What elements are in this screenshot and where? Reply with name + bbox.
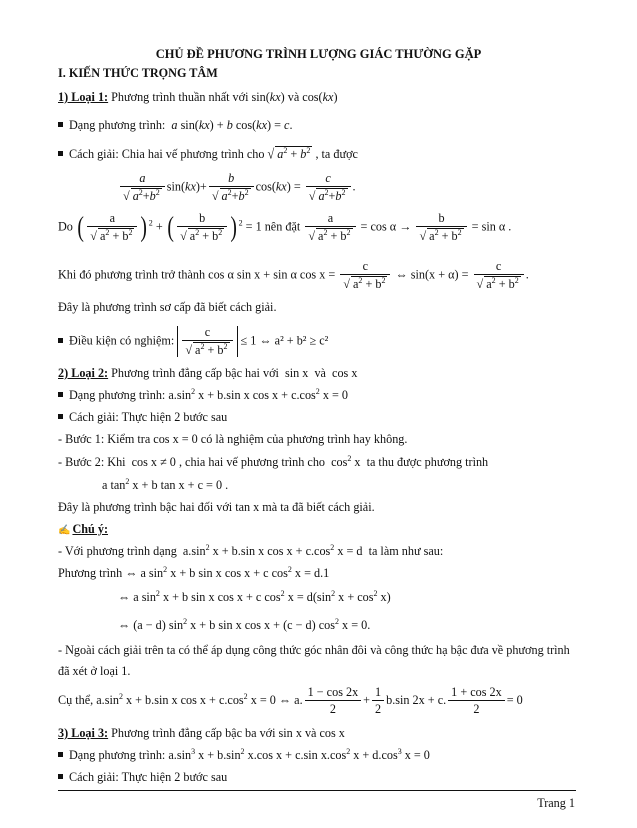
bullet-icon xyxy=(58,122,63,127)
type3-form: Dạng phương trình: $a.\sin^3$ $x + b.\sin^2$ x.cos x + c.sin $x.\cos^2$ $x + d.\cos^3$ x = 0 xyxy=(58,748,430,763)
type1-reduced: Khi đó phương trình trở thành cos α sin x + sin α cos x = $\frac{c}{√ a^2 + b^2}$ ⇔ sin(x + α) = $\frac{c}{√ a^2 + b^2}$ . xyxy=(58,259,529,292)
footer-divider xyxy=(58,790,576,791)
bullet-icon xyxy=(58,752,63,757)
type3-method: Cách giải: Thực hiện 2 bước sau xyxy=(58,770,227,785)
type2-method: Cách giải: Thực hiện 2 bước sau xyxy=(58,410,227,425)
note-heading: ✍ Chú ý: xyxy=(58,522,109,536)
type2-step2: - Bước 2: Khi cos x ≠ 0 , chia hai vế phương trình cho $\cos^2 x$ ta thu được phương trình xyxy=(58,454,489,469)
type2-quadratic: Đây là phương trình bậc hai đối với tan x mà ta đã biết cách giải. xyxy=(58,500,375,514)
page-title: CHỦ ĐỀ PHƯƠNG TRÌNH LƯỢNG GIÁC THƯỜNG GẶP xyxy=(155,47,482,61)
type1-method: Cách giải: Chia hai vế phương trình cho √ $a^2 + b^2$ , ta được xyxy=(58,146,358,162)
type1-heading: 1) Loại 1: Phương trình thuần nhất với sin(kx) và cos(kx) xyxy=(58,90,338,104)
note-line7: Cụ thể, $a.\sin^2$ x + b.sin x $\cos x + c.\cos^2$ x = 0 ⇔ a. $\frac{1 - \cos 2x}{2}$ + $\frac{1}{2}$ b.sin 2x + c. $\frac{1 + \cos 2x}{2}$ = 0 xyxy=(58,685,523,717)
section-heading: I. KIẾN THỨC TRỌNG TÂM xyxy=(58,66,218,80)
type2-label: 2) Loại 2: xyxy=(58,366,109,380)
bullet-icon xyxy=(58,774,63,779)
type2-step1: - Bước 1: Kiểm tra cos x = 0 có là nghiệm của phương trình hay không. xyxy=(58,432,408,446)
type1-substitution: Do ( $\frac{a}{√ a^2 + b^2}$ )$^2$ + ( $\frac{b}{√ a^2 + b^2}$ )$^2$ = 1 nên đặt $\frac{a}{√ a^2 + b^2}$ = cos α → $\frac{b}{√ a^2 + b^2}$ = sin α . xyxy=(58,211,512,244)
note-line2: Phương trình ⇔ a $\sin^2 x + b$ sin x cos x + c $\cos^2 x = d.1$ xyxy=(58,565,330,580)
bullet-icon xyxy=(58,392,63,397)
note-line6: đã xét ở loại 1. xyxy=(58,664,131,678)
bullet-icon xyxy=(58,338,63,343)
type3-label: 3) Loại 3: xyxy=(58,726,109,740)
note-line1: - Với phương trình dạng $a.\sin^2$ x + b.sin x $\cos x + c.\cos^2$ x = d ta làm như sau: xyxy=(58,543,444,558)
page-number: Trang 1 xyxy=(537,796,575,810)
type3-heading: 3) Loại 3: Phương trình đẳng cấp bậc ba với sin x và cos x xyxy=(58,726,345,740)
bullet-icon xyxy=(58,151,63,156)
note-line4: ⇔ (a − d) $\sin^2 x + b$ sin x cos x + (c − d) $\cos^2 x = 0$. xyxy=(118,617,371,632)
type1-label: 1) Loại 1: xyxy=(58,90,109,104)
type1-form: Dạng phương trình: a sin(kx) + b cos(kx) = c. xyxy=(58,118,292,133)
type1-equation: $\frac{a}{√ a^2+b^2}$ sin(kx)+ $\frac{b}{√ a^2+b^2}$ cos(kx) = $\frac{c}{√ a^2+b^2}$ . xyxy=(118,172,356,203)
type2-step2-equation: a $\tan^2 x + b$ tan x + c = 0 . xyxy=(102,477,229,492)
pencil-icon: ✍ xyxy=(58,525,71,536)
type1-elementary: Đây là phương trình sơ cấp đã biết cách giải. xyxy=(58,300,277,314)
bullet-icon xyxy=(58,414,63,419)
type2-heading: 2) Loại 2: Phương trình đẳng cấp bậc hai với sin x và cos x xyxy=(58,366,358,380)
type2-form: Dạng phương trình: $a.\sin^2$ x + b.sin x $\cos x + c.\cos^2$ x = 0 xyxy=(58,388,348,403)
note-line3: ⇔ a $\sin^2 x + b$ sin x cos x + c $\cos^2 x = d(\sin^2$ $x + \cos^2 x$) xyxy=(118,589,391,604)
note-line5: - Ngoài cách giải trên ta có thể áp dụng công thức góc nhân đôi và công thức hạ bậc đưa về phương trình xyxy=(58,643,570,657)
type1-condition: Điều kiện có nghiệm: $\frac{c}{√ a^2 + b^2}$ ≤ 1 ⇔ a² + b² ≥ c² xyxy=(58,326,328,357)
